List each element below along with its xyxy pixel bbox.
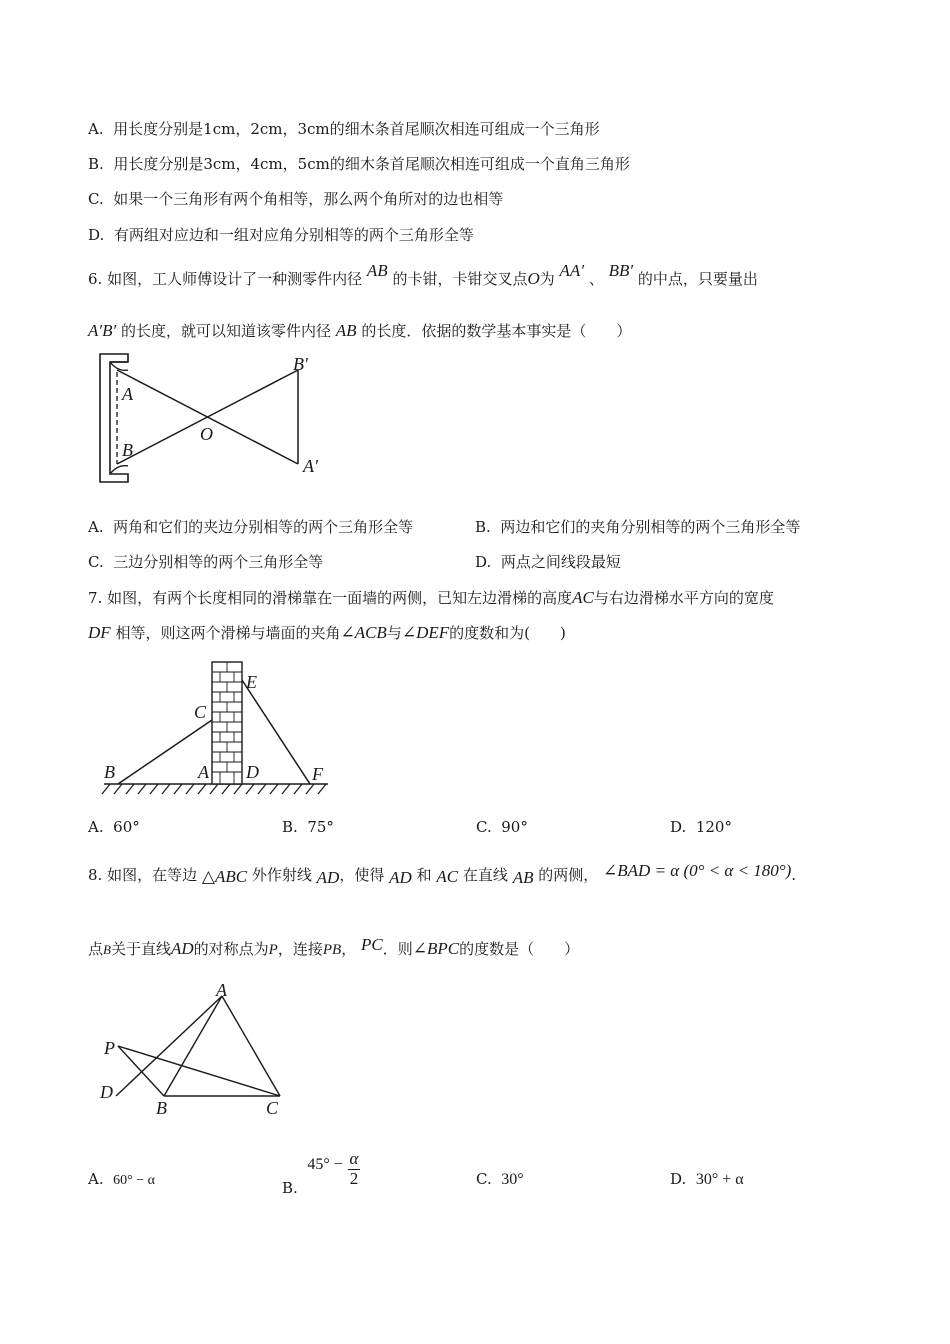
option-letter: D. xyxy=(88,226,105,244)
option-text: 两点之间线段最短 xyxy=(500,553,621,571)
notch-bottom xyxy=(110,466,128,474)
option-text: 30° xyxy=(501,1171,524,1188)
stem-text: 的卡钳，卡钳交叉点 xyxy=(392,270,528,288)
stem-text: 关于直线 xyxy=(110,940,171,958)
option-letter: C. xyxy=(88,553,104,571)
option-letter: D. xyxy=(475,553,492,571)
stem-text: 的长度，就可以知道该零件内径 xyxy=(121,322,332,340)
math-ad: AD xyxy=(170,939,194,958)
alpha-over-two-fraction xyxy=(348,1150,361,1188)
math-df: DF xyxy=(88,623,111,642)
label-a: A xyxy=(216,980,227,1000)
option-letter: C. xyxy=(476,1170,492,1188)
stem-text: 的度数和为( ) xyxy=(449,624,566,642)
option-text: 用长度分别是1cm，2cm，3cm的细木条首尾顺次相连可组成一个三角形 xyxy=(113,120,600,138)
math-ad: AD xyxy=(389,868,412,887)
stem-text: 的度数是（ ） xyxy=(459,940,580,958)
option-letter: A. xyxy=(88,120,104,138)
q8-option-d xyxy=(670,1170,744,1189)
stem-text: 和 xyxy=(416,866,432,884)
math-angle-bad-range: ∠BAD = α (0° < α < 180°) xyxy=(603,861,792,880)
math-ac: AC xyxy=(572,588,594,607)
stem-text: 的长度．依据的数学基本事实是（ ） xyxy=(361,322,632,340)
stem-text: ，连接 xyxy=(277,940,323,958)
math-pb: PB xyxy=(322,942,342,958)
math-p: P xyxy=(268,942,278,958)
stem-text: 如图，工人师傅设计了一种测零件内径 xyxy=(107,270,363,288)
option-text: 90° xyxy=(501,818,528,836)
label-d: D xyxy=(246,762,259,782)
question-number: 6. xyxy=(88,270,103,288)
q8-option-c xyxy=(476,1170,524,1189)
ray-ad xyxy=(116,996,222,1096)
math-a-prime-b-prime: A′B′ xyxy=(88,321,117,340)
label-d: D xyxy=(100,1082,113,1102)
math-aa-prime: AA′ xyxy=(559,261,585,280)
option-letter: C. xyxy=(88,190,104,208)
math-o: O xyxy=(527,269,540,288)
label-c: C xyxy=(266,1098,279,1118)
question-number: 8. xyxy=(88,866,103,884)
label-c: C xyxy=(194,702,207,722)
math-ab: AB xyxy=(335,321,357,340)
option-letter: B. xyxy=(282,1179,298,1198)
option-letter: A. xyxy=(88,818,104,836)
stem-text: 外作射线 xyxy=(251,866,312,884)
label-a: A xyxy=(122,384,133,404)
q5-option-b xyxy=(88,153,630,174)
stem-text: 与 xyxy=(386,624,402,642)
label-o: O xyxy=(200,424,213,444)
label-f: F xyxy=(312,764,323,784)
math-ad: AD xyxy=(316,868,340,887)
math-bb-prime: BB′ xyxy=(608,261,634,280)
q7-option-b xyxy=(282,818,334,836)
label-b-prime: B′ xyxy=(293,354,308,374)
label-p: P xyxy=(104,1038,115,1058)
stem-text: 相等，则这两个滑梯与墙面的夹角 xyxy=(115,624,341,642)
math-b: B xyxy=(103,942,111,957)
math-ac: AC xyxy=(436,867,459,886)
fraction-numerator: α xyxy=(349,1149,359,1168)
math-ab: AB xyxy=(366,261,388,280)
option-letter: B. xyxy=(88,155,104,173)
option-letter: B. xyxy=(475,518,491,536)
math-angle-acb: ∠ACB xyxy=(340,623,387,642)
option-text: 60° − α xyxy=(113,1173,155,1188)
q6-stem-line2 xyxy=(88,320,631,341)
option-text: 两角和它们的夹边分别相等的两个三角形全等 xyxy=(113,518,414,536)
math-pc: PC xyxy=(360,935,383,954)
label-a: A xyxy=(198,762,209,782)
math-ab: AB xyxy=(512,868,534,887)
math-angle-def: ∠DEF xyxy=(401,623,450,642)
q8-stem-line1 xyxy=(88,861,797,887)
stem-text: 如图，有两个长度相同的滑梯靠在一面墙的两侧，已知左边滑梯的高度 xyxy=(107,589,573,607)
q7-option-a xyxy=(88,818,140,836)
option-letter: A. xyxy=(88,518,104,536)
q6-stem-line1 xyxy=(88,261,758,289)
math-angle-bpc: ∠BPC xyxy=(412,939,460,958)
stem-text: 点 xyxy=(88,940,104,958)
ground-hatching xyxy=(102,784,326,794)
q6-option-b xyxy=(475,516,800,537)
notch-top xyxy=(110,362,128,370)
option-text: 60° xyxy=(113,818,140,836)
option-letter: B. xyxy=(282,818,298,836)
label-b: B xyxy=(122,440,133,460)
stem-text: ， xyxy=(341,940,357,958)
stem-text: 的对称点为 xyxy=(193,940,269,958)
option-letter: D. xyxy=(670,818,687,836)
stem-text: 在直线 xyxy=(462,866,508,884)
stem-text: . xyxy=(791,866,797,884)
slides-wall-figure xyxy=(96,658,336,802)
q5-option-c xyxy=(88,188,503,209)
label-b: B xyxy=(104,762,115,782)
option-text: 75° xyxy=(307,818,334,836)
stem-text: 的两侧， xyxy=(538,866,599,884)
stem-text: 与右边滑梯水平方向的宽度 xyxy=(593,589,774,607)
q7-option-d xyxy=(670,818,732,836)
label-e: E xyxy=(246,672,257,692)
q7-stem-line1 xyxy=(88,587,774,608)
equilateral-triangle-figure xyxy=(94,980,304,1120)
question-number: 7. xyxy=(88,589,103,607)
stem-text: 、 xyxy=(588,270,604,288)
q6-option-d xyxy=(475,551,621,572)
option-text: 有两组对应边和一组对应角分别相等的两个三角形全等 xyxy=(113,226,474,244)
option-letter: A. xyxy=(88,1170,104,1188)
fraction-denominator: 2 xyxy=(349,1168,359,1188)
stem-text: 为 xyxy=(539,270,555,288)
q8-stem-line2 xyxy=(88,935,580,959)
option-text: 120° xyxy=(695,818,732,836)
option-text: 两边和它们的夹角分别相等的两个三角形全等 xyxy=(500,518,801,536)
stem-text: ，使得 xyxy=(339,866,385,884)
option-text: 45° − xyxy=(307,1156,343,1174)
q7-stem-line2 xyxy=(88,622,566,643)
math-triangle-abc: △ABC xyxy=(201,867,248,886)
q8-option-b xyxy=(282,1149,360,1198)
q6-option-a xyxy=(88,516,413,537)
option-letter: C. xyxy=(476,818,492,836)
label-b: B xyxy=(156,1098,167,1118)
stem-text: ．则 xyxy=(382,940,413,958)
q5-option-a xyxy=(88,118,600,139)
label-a-prime: A′ xyxy=(303,456,318,476)
stem-text: 的中点，只要量出 xyxy=(637,270,758,288)
side-ab xyxy=(164,996,222,1096)
q5-option-d xyxy=(88,224,474,245)
option-text: 三边分别相等的两个三角形全等 xyxy=(113,553,324,571)
option-text: 30° + α xyxy=(695,1171,744,1188)
option-text: 用长度分别是3cm，4cm，5cm的细木条首尾顺次相连可组成一个直角三角形 xyxy=(113,155,630,173)
caliper-figure xyxy=(90,348,340,488)
q7-option-c xyxy=(476,818,528,836)
q6-option-c xyxy=(88,551,323,572)
stem-text: 如图，在等边 xyxy=(107,866,198,884)
option-letter: D. xyxy=(670,1170,687,1188)
q8-option-a xyxy=(88,1170,155,1189)
option-text: 如果一个三角形有两个角相等，那么两个角所对的边也相等 xyxy=(113,190,504,208)
